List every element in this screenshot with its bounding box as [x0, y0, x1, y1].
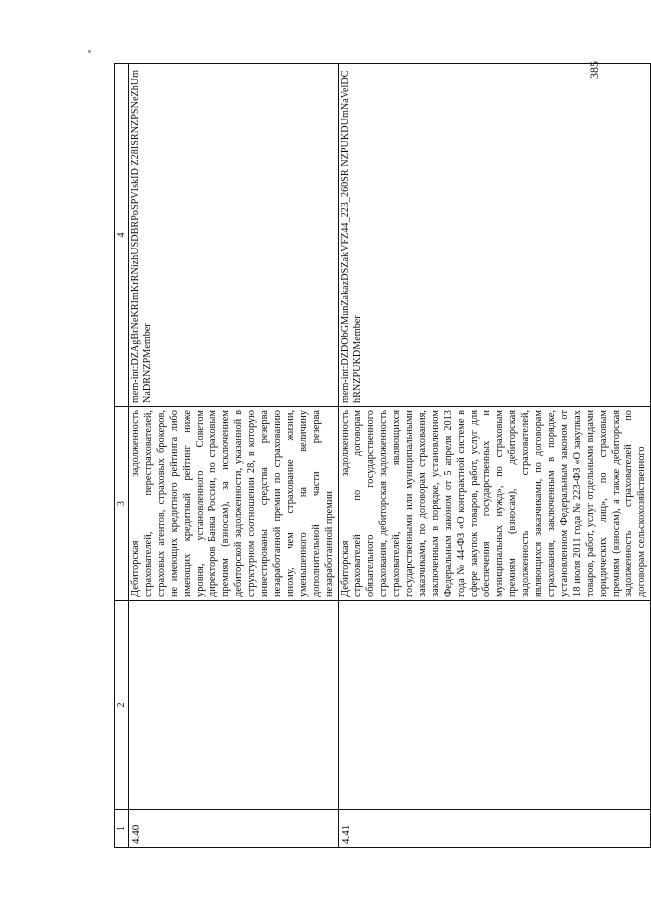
data-table	[114, 63, 651, 848]
table-row	[338, 64, 651, 848]
row-member-code: mem-int:DZDObGMunZakazDSZakVFZ44_223_260SR NZPUKDUmNaVelDChRNZPUKDMember	[338, 64, 651, 407]
rotated-page	[114, 64, 648, 848]
row-name	[129, 601, 339, 810]
page-number: 385	[587, 61, 601, 79]
table-row	[129, 64, 339, 848]
scan-artifact	[88, 50, 91, 53]
row-description: Дебиторская задолженность страхователей, перестрахователей, страховых агентов, страховых брокеров, не имеющих кредитного рейтинга либо имеющих кредитный рейтинг ниже уровня, установленного Советом директоров Банка России, по страховым премиям (взносам), за исключением дебиторской задолженности, указанной в структурном соотношении 28, в которую инвестированы средства резерва незаработанной премии по страхованию иному, чем страхование жизни, уменьшенного на величину дополнительной части резерва незаработанной премии	[129, 407, 339, 601]
row-description: Дебиторская задолженность страхователей по договорам обязательного государственного страхования, дебиторская задолженность страхователей, являющихся государственными или муниципальными заказчиками, по договорам страхования, заключенным в порядке, установленном Федеральным законом от 5 апреля 2013 года № 44-ФЗ «О контрактной системе в сфере закупок товаров, работ, услуг для обеспечения государственных и муниципальных нужд», по страховым премиям (взносам), дебиторская задолженность страхователей, являющихся заказчиками, по договорам страхования, заключенным в порядке, установленном Федеральным законом от 18 июля 2011 года № 223-ФЗ «О закупках товаров, работ, услуг отдельными видами юридических лиц», по страховым премиям (взносам), а также дебиторская задолженность страхователей по договорам сельскохозяйственного	[338, 407, 651, 601]
row-member-code: mem-int:DZAgBrNeKRImKrRNizhUSDBRPoSPVIskID Z28ISRNZPSNeZhUmNaDRNZPMember	[129, 64, 339, 407]
col-header-4: 4	[115, 64, 129, 407]
col-header-1: 1	[115, 810, 129, 848]
row-number: 4.40	[129, 810, 339, 848]
col-header-2: 2	[115, 601, 129, 810]
col-header-3: 3	[115, 407, 129, 601]
row-name	[338, 601, 651, 810]
header-row	[115, 64, 129, 848]
row-number: 4.41	[338, 810, 651, 848]
